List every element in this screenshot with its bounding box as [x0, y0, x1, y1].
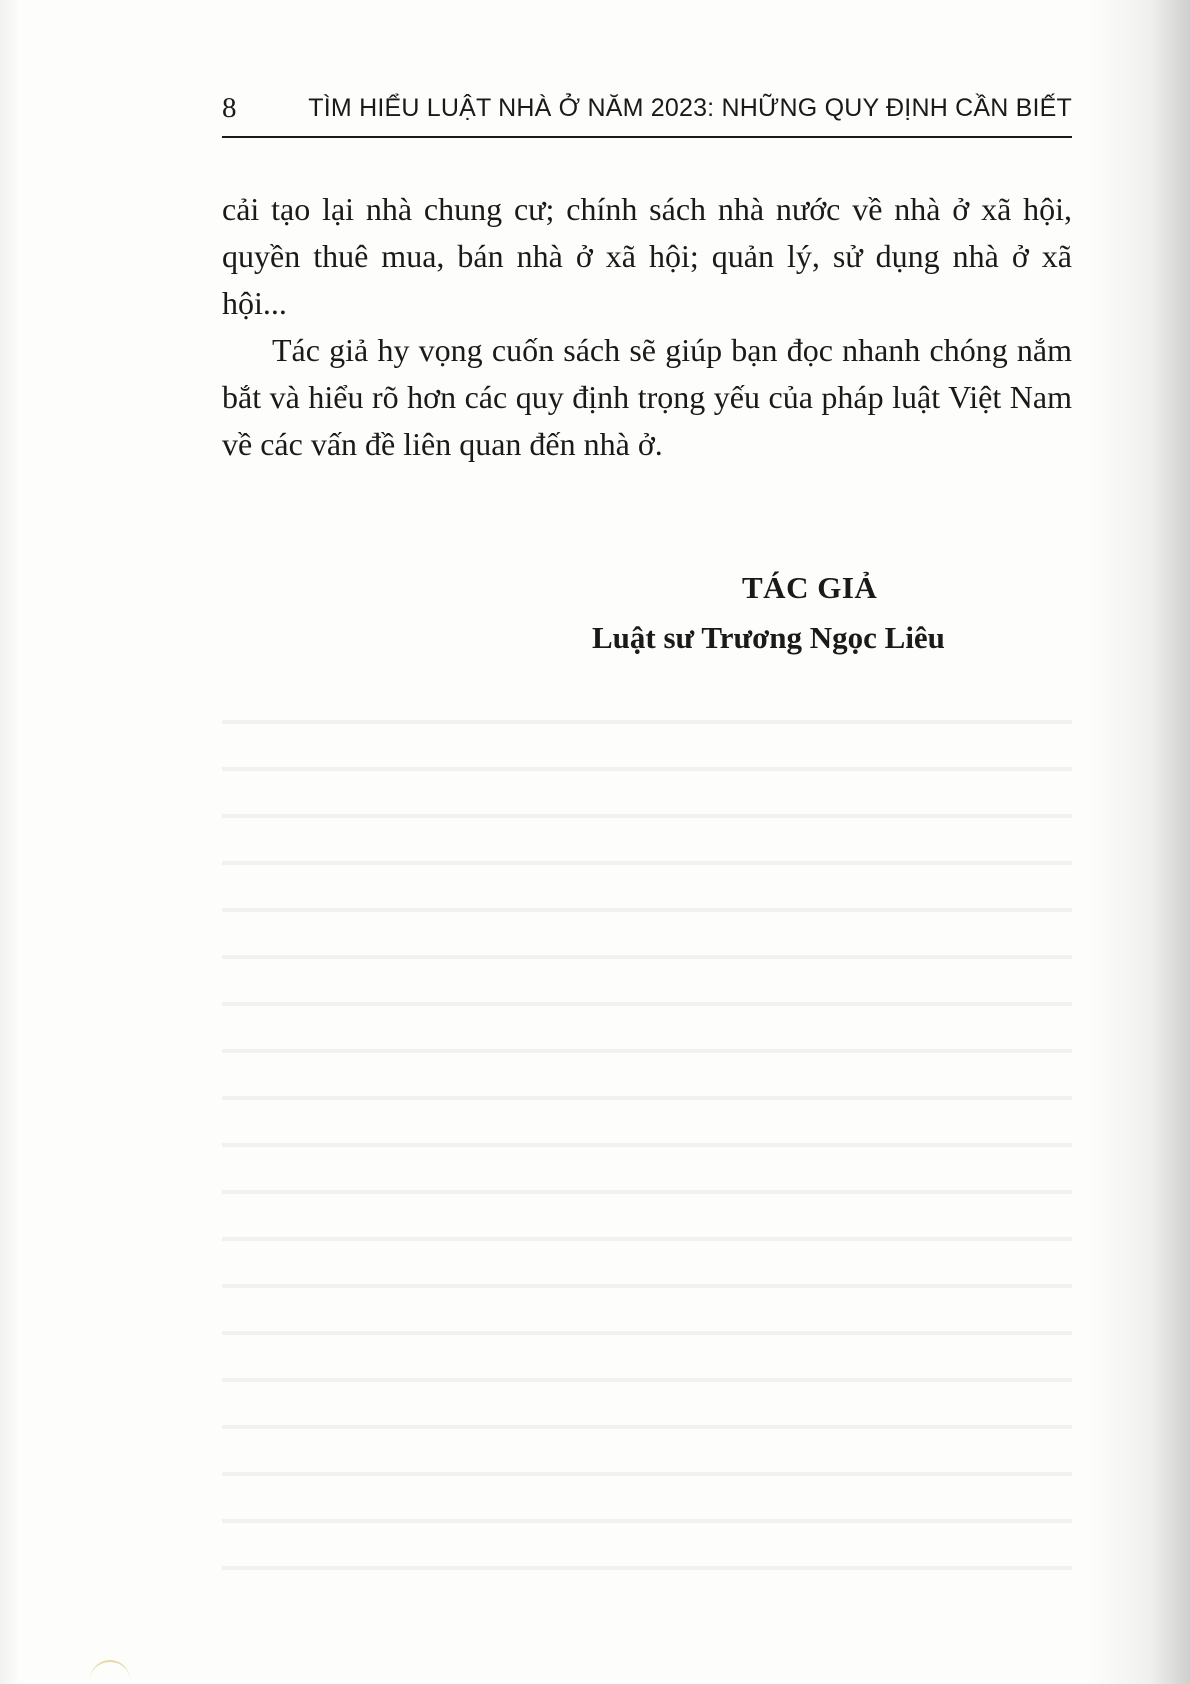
page-left-edge	[0, 0, 20, 1684]
signature-title: TÁC GIẢ	[742, 570, 878, 605]
corner-mark	[90, 1660, 130, 1684]
page-number: 8	[222, 92, 237, 124]
body-text	[222, 186, 1072, 468]
paragraph-continued: cải tạo lại nhà chung cư; chính sách nhà nước về nhà ở xã hội, quyền thuê mua, bán nhà ở xã hội; quản lý, sử dụng nhà ở xã hội...	[222, 191, 1072, 321]
page-binding-shadow	[1090, 0, 1190, 1684]
show-through-text	[222, 690, 1072, 1570]
paragraph-author-hope: Tác giả hy vọng cuốn sách sẽ giúp bạn đọc nhanh chóng nắm bắt và hiểu rõ hơn các quy định trọng yếu của pháp luật Việt Nam về các vấn đề liên quan đến nhà ở.	[222, 332, 1072, 462]
signature-name: Luật sư Trương Ngọc Liêu	[592, 620, 945, 655]
running-header	[222, 90, 1072, 138]
running-title: TÌM HIỂU LUẬT NHÀ Ở NĂM 2023: NHỮNG QUY ĐỊNH CẦN BIẾT	[308, 94, 1072, 122]
